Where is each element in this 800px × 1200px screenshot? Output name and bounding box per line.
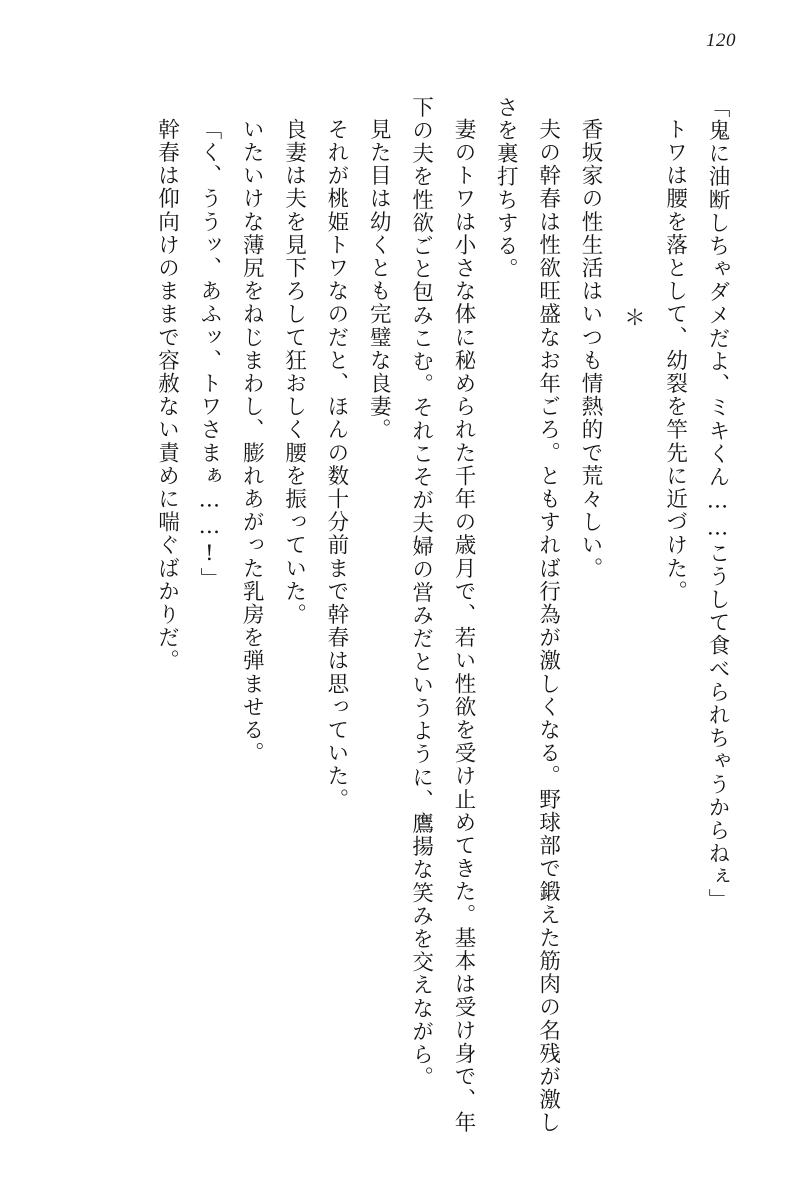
paragraph: 「く、ううッ、あふッ、トワさまぁ……!」 bbox=[196, 118, 222, 591]
paragraph: 香坂家の性生活はいつも情熱的で荒々しい。 bbox=[577, 118, 603, 580]
paragraph: いたいけな薄尻をねじまわし、膨れあがった乳房を弾ませる。 bbox=[239, 118, 265, 765]
paragraph: 幹春は仰向けのままで容赦ない責めに喘ぐばかりだ。 bbox=[154, 118, 180, 673]
page-number: 120 bbox=[706, 30, 736, 51]
paragraph: 妻のトワは小さな体に秘められた千年の歳月で、若い性欲を受け止めてきた。基本は受け身で、年下の夫を性欲ごと包みこむ。それこそが夫婦の営みだというように、鷹揚な笑みを交えながら。 bbox=[408, 96, 476, 1135]
paragraph: 良妻は夫を見下ろして狂おしく腰を振っていた。 bbox=[281, 118, 307, 627]
page-text-body bbox=[58, 96, 738, 1142]
paragraph: 夫の幹春は性欲旺盛なお年ごろ。ともすれば行為が激しくなる。野球部で鍛えた筋肉の名残が激しさを裏打ちする。 bbox=[493, 96, 561, 1135]
section-separator-mark: ＊ bbox=[620, 306, 646, 330]
section-separator bbox=[611, 96, 653, 1142]
paragraph: それが桃姫トワなのだと、ほんの数十分前まで幹春は思っていた。 bbox=[323, 118, 349, 811]
paragraph: 見た目は幼くとも完璧な良妻。 bbox=[366, 118, 392, 442]
paragraph: トワは腰を落として、幼裂を竿先に近づけた。 bbox=[662, 118, 688, 604]
paragraph: 「鬼に油断しちゃダメだよ、ミキくん……こうして食べられちゃうからねぇ」 bbox=[705, 96, 730, 912]
